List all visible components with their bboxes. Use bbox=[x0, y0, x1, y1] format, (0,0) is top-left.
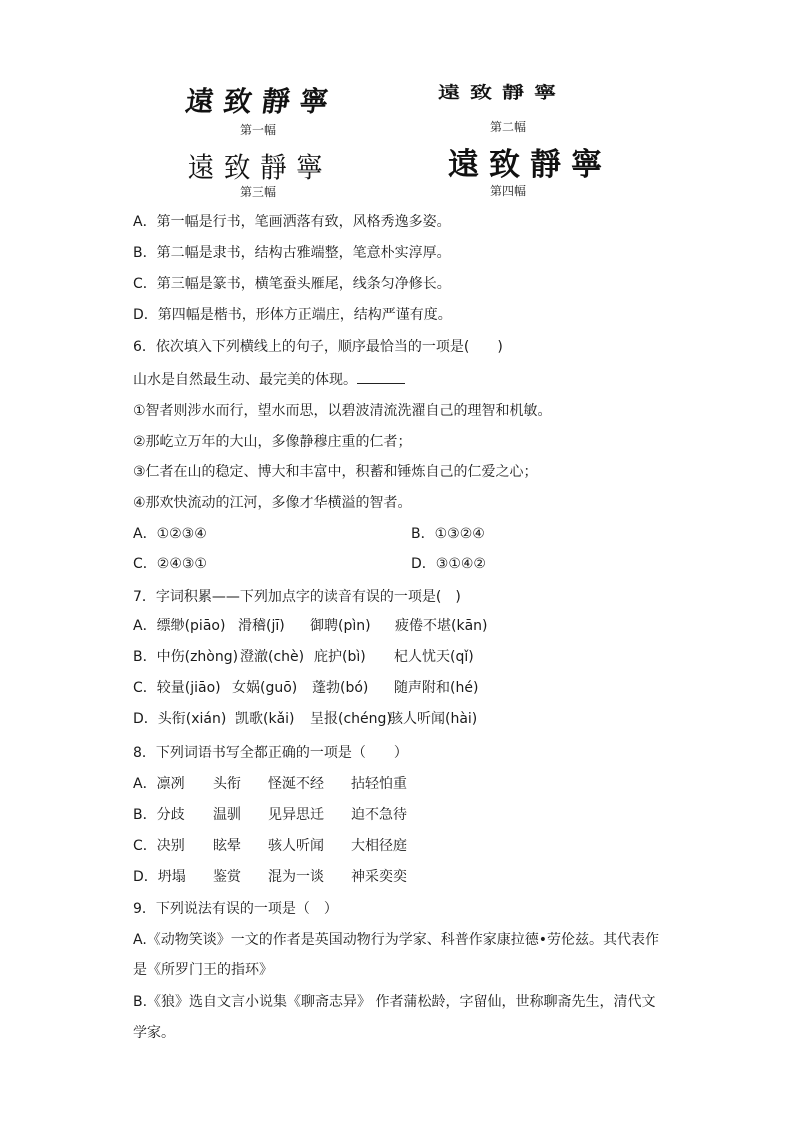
q8-option-b bbox=[133, 805, 407, 825]
q7-b-item-4: 杞人忧天(qǐ) bbox=[394, 649, 474, 665]
q8-c-item-2: 眩晕 bbox=[213, 838, 241, 854]
calligraphy-caption-3: 第三幅 bbox=[240, 185, 277, 199]
calligraphy-sample-4: 遠致靜寧 bbox=[448, 147, 612, 183]
q9-option-b-line-1: B.《狼》选自文言小说集《聊斋志异》 作者蒲松龄，字留仙，世称聊斋先生，清代文 bbox=[133, 994, 656, 1010]
q9-option-b-line-2: 学家。 bbox=[133, 1025, 175, 1041]
calligraphy-caption-2: 第二幅 bbox=[490, 120, 527, 134]
q7-option-c bbox=[133, 678, 478, 698]
q8-stem: 8．下列词语书写全都正确的一项是（ ） bbox=[133, 745, 408, 761]
q7-a-item-3: 御聘(pìn) bbox=[310, 618, 371, 634]
answer-blank bbox=[357, 369, 405, 384]
q7-a-item-1: A．缥缈(piāo) bbox=[133, 618, 226, 634]
q8-a-item-1: A．凛冽 bbox=[133, 776, 185, 792]
q6-lead bbox=[133, 369, 405, 390]
q7-c-item-1: C．较量(jiāo) bbox=[133, 680, 221, 696]
calligraphy-caption-1: 第一幅 bbox=[240, 123, 277, 137]
q8-d-item-4: 神采奕奕 bbox=[351, 869, 407, 885]
q7-c-item-2: 女娲(guō) bbox=[232, 680, 298, 696]
q6-option-b: B．①③②④ bbox=[411, 526, 485, 542]
q5-option-b: B．第二幅是隶书，结构古雅端整，笔意朴实淳厚。 bbox=[133, 245, 451, 261]
q6-sentence-1: ①智者则涉水而行，望水而思，以碧波清流洗濯自己的理智和机敏。 bbox=[133, 403, 552, 419]
q7-option-b bbox=[133, 647, 474, 667]
q8-d-item-3: 混为一谈 bbox=[268, 869, 324, 885]
q9-option-a-line-2: 是《所罗门王的指环》 bbox=[133, 962, 273, 978]
q8-b-item-3: 见异思迁 bbox=[268, 807, 324, 823]
q8-c-item-4: 大相径庭 bbox=[351, 838, 407, 854]
q8-d-item-2: 鉴赏 bbox=[213, 869, 241, 885]
q7-c-item-4: 随声附和(hé) bbox=[394, 680, 479, 696]
q9-option-a-line-1: A.《动物笑谈》一文的作者是英国动物行为学家、科普作家康拉德•劳伦兹。其代表作 bbox=[133, 932, 660, 948]
q8-option-a bbox=[133, 774, 407, 794]
q5-option-d: D．第四幅是楷书，形体方正端庄，结构严谨有度。 bbox=[133, 307, 452, 323]
q7-b-item-2: 澄澈(chè) bbox=[240, 649, 305, 665]
q7-a-item-4: 疲倦不堪(kān) bbox=[395, 618, 488, 634]
q7-option-d bbox=[133, 709, 477, 729]
q8-b-item-2: 温驯 bbox=[213, 807, 241, 823]
q6-sentence-2: ②那屹立万年的大山，多像静穆庄重的仁者； bbox=[133, 434, 412, 450]
q7-b-item-1: B．中伤(zhòng) bbox=[133, 649, 239, 665]
q7-c-item-3: 蓬勃(bó) bbox=[312, 680, 369, 696]
q8-b-item-4: 迫不急待 bbox=[351, 807, 407, 823]
q8-a-item-2: 头衔 bbox=[213, 776, 241, 792]
q6-option-a: A．①②③④ bbox=[133, 526, 207, 542]
q7-option-a bbox=[133, 616, 487, 636]
q7-d-item-1: D．头衔(xián) bbox=[133, 711, 227, 727]
q6-option-c: C．②④③① bbox=[133, 556, 207, 572]
q8-d-item-1: D．坍塌 bbox=[133, 869, 186, 885]
q8-option-d bbox=[133, 867, 407, 887]
calligraphy-sample-2: 遠致靜寧 bbox=[438, 82, 567, 103]
q6-lead-text: 山水是自然最生动、最完美的体现。 bbox=[133, 372, 357, 388]
q7-d-item-4: 骇人听闻(hài) bbox=[389, 711, 478, 727]
q6-sentence-4: ④那欢快流动的江河，多像才华横溢的智者。 bbox=[133, 495, 412, 511]
q7-a-item-2: 滑稽(jī) bbox=[238, 618, 285, 634]
q8-a-item-4: 拈轻怕重 bbox=[351, 776, 407, 792]
q8-b-item-1: B．分歧 bbox=[133, 807, 185, 823]
q6-option-d: D．③①④② bbox=[411, 556, 486, 572]
calligraphy-sample-1: 遠致靜寧 bbox=[183, 85, 341, 118]
calligraphy-caption-4: 第四幅 bbox=[490, 184, 527, 198]
calligraphy-sample-3: 遠致靜寧 bbox=[187, 151, 333, 184]
q6-stem: 6．依次填入下列横线上的句子，顺序最恰当的一项是( ) bbox=[133, 339, 503, 355]
q5-option-a: A．第一幅是行书，笔画洒落有致，风格秀逸多姿。 bbox=[133, 214, 451, 230]
q7-d-item-3: 呈报(chéng) bbox=[310, 711, 392, 727]
q5-option-c: C．第三幅是篆书，横笔蚕头雁尾，线条匀净修长。 bbox=[133, 276, 451, 292]
q8-option-c bbox=[133, 836, 407, 856]
q7-stem: 7．字词积累——下列加点字的读音有误的一项是( ) bbox=[133, 589, 461, 605]
q6-sentence-3: ③仁者在山的稳定、博大和丰富中，积蓄和锤炼自己的仁爱之心； bbox=[133, 464, 538, 480]
q7-b-item-3: 庇护(bì) bbox=[314, 649, 366, 665]
q8-a-item-3: 怪涎不经 bbox=[268, 776, 324, 792]
q8-c-item-3: 骇人听闻 bbox=[268, 838, 324, 854]
q7-d-item-2: 凯歌(kǎi) bbox=[235, 711, 295, 727]
q8-c-item-1: C．决别 bbox=[133, 838, 185, 854]
q9-stem: 9．下列说法有误的一项是（ ） bbox=[133, 901, 338, 917]
